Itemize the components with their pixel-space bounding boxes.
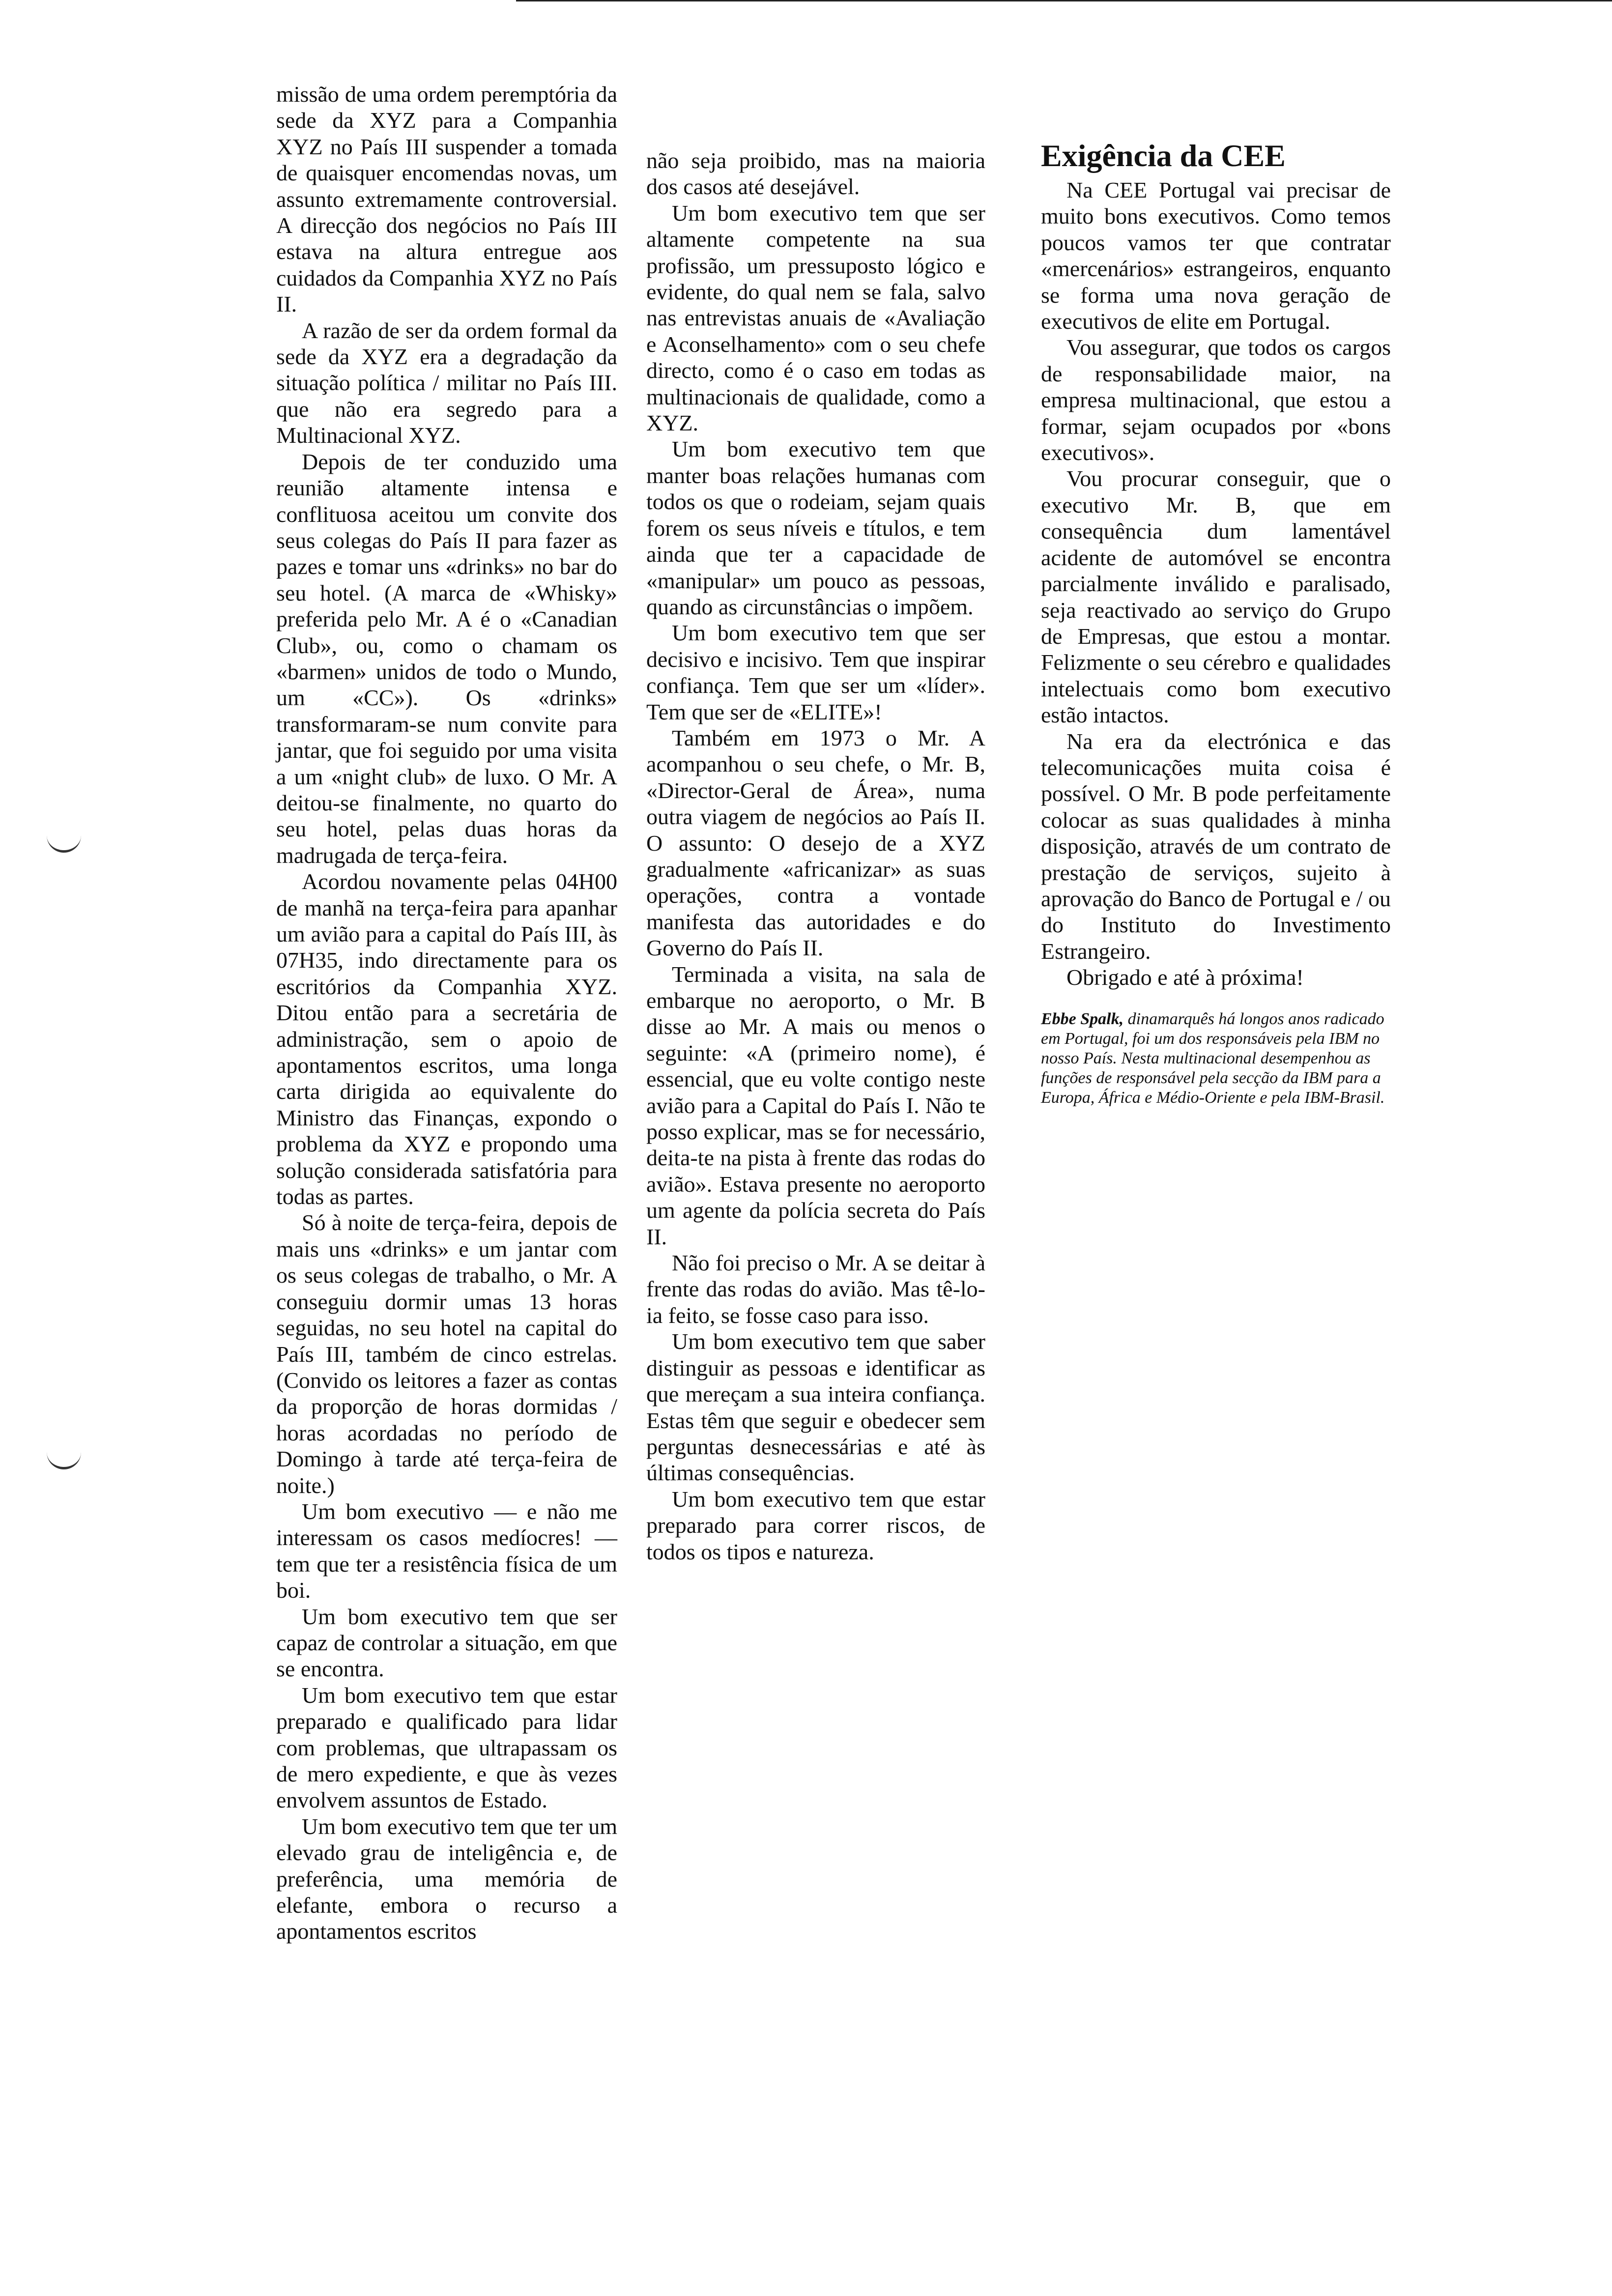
article-column-3	[1041, 139, 1391, 1108]
margin-scan-mark	[47, 1452, 81, 1469]
paragraph: Um bom executivo tem que saber distinguir as pessoas e identificar as que mereçam a sua inteira confiança. Estas têm que seguir e obedecer sem perguntas desnecessárias e até às últimas consequências.	[646, 1329, 985, 1486]
paragraph: Um bom executivo — e não me interessam os casos medíocres! — tem que ter a resistência física de um boi.	[276, 1498, 617, 1603]
paragraph: Obrigado e até à próxima!	[1066, 965, 1304, 990]
paragraph: Depois de ter conduzido uma reunião altamente intensa e conflituosa aceitou um convite dos seus colegas do País II para fazer as pazes e tomar uns «drinks» no bar do seu hotel. (A marca de «Whisky» preferida pelo Mr. A é o «Canadian Club», ou, como o chamam os «barmen» unidos de todo o Mundo, um «CC»). Os «drinks» transformaram-se num convite para jantar, que foi seguido por uma visita a um «night club» de luxo. O Mr. A deitou-se finalmente, no quarto do seu hotel, pelas duas horas da madrugada de terça-feira.	[276, 449, 617, 868]
paragraph: Na era da electrónica e das telecomunicações muita coisa é possível. O Mr. B pode perfeitamente colocar as suas qualidades à minha disposição, através de um contrato de prestação de serviços, sujeito à aprovação do Banco de Portugal e / ou do Instituto do Investimento Estrangeiro.	[1041, 728, 1391, 964]
paragraph: Não foi preciso o Mr. A se deitar à frente das rodas do avião. Mas tê-lo-ia feito, se fosse caso para isso.	[646, 1250, 985, 1328]
paragraph: Um bom executivo tem que ser altamente competente na sua profissão, um pressuposto lógico e evidente, do qual nem se fala, salvo nas entrevistas anuais de «Avaliação e Aconselhamento» com o seu chefe directo, como é o caso em todas as multinacionais de qualidade, como a XYZ.	[646, 200, 985, 436]
author-name: Ebbe Spalk,	[1041, 1009, 1124, 1028]
section-heading: Exigência da CEE	[1041, 138, 1286, 173]
article-column-2	[646, 147, 985, 1565]
author-bio-text: dinamarquês há longos anos radicado em Portugal, foi um dos responsáveis pela IBM no nosso País. Nesta multinacional desempenhou as funções de responsável pela secção da IBM para a Europa, África e Médio-Oriente e pela IBM-Brasil.	[1041, 1009, 1385, 1107]
paragraph: Também em 1973 o Mr. A acompanhou o seu chefe, o Mr. B, «Director-Geral de Área», numa outra viagem de negócios ao País II. O assunto: O desejo de a XYZ gradualmente «africanizar» as suas operações, contra a vontade manifesta das autoridades e do Governo do País II.	[646, 725, 985, 961]
paragraph: Só à noite de terça-feira, depois de mais uns «drinks» e um jantar com os seus colegas de trabalho, o Mr. A conseguiu dormir umas 13 horas seguidas, no seu hotel na capital do País III, também de cinco estrelas. (Convido os leitores a fazer as contas da proporção de horas dormidas / horas acordadas no período de Domingo à tarde até terça-feira de noite.)	[276, 1210, 617, 1498]
paragraph: Na CEE Portugal vai precisar de muito bons executivos. Como temos poucos vamos ter que contratar «mercenários» estrangeiros, enquanto se forma uma nova geração de executivos de elite em Portugal.	[1041, 177, 1391, 334]
paragraph: Terminada a visita, na sala de embarque no aeroporto, o Mr. B disse ao Mr. A mais ou menos o seguinte: «A (primeiro nome), é essencial, que eu volte contigo neste avião para a Capital do País I. Não te posso explicar, mas se for necessário, deita-te na pista à frente das rodas do avião». Estava presente no aeroporto um agente da polícia secreta do País II.	[646, 961, 985, 1249]
paragraph: Um bom executivo tem que ser capaz de controlar a situação, em que se encontra.	[276, 1604, 617, 1682]
paragraph: Vou assegurar, que todos os cargos de responsabilidade maior, na empresa multinacional, que estou a formar, sejam ocupados por «bons executivos».	[1041, 335, 1391, 465]
paragraph: Um bom executivo tem que estar preparado para correr riscos, de todos os tipos e natureza.	[646, 1486, 985, 1564]
paragraph: Vou procurar conseguir, que o executivo Mr. B, que em consequência dum lamentável acidente de automóvel se encontra parcialmente inválido e paralisado, seja reactivado ao serviço do Grupo de Empresas, que estou a montar. Felizmente o seu cérebro e qualidades intelectuais como bom executivo estão intactos.	[1041, 466, 1391, 728]
paragraph: Um bom executivo tem que ter um elevado grau de inteligência e, de preferência, uma memória de elefante, embora o recurso a apontamentos escritos	[276, 1813, 617, 1944]
paragraph: Acordou novamente pelas 04H00 de manhã na terça-feira para apanhar um avião para a capital do País III, às 07H35, indo directamente para os escritórios da Companhia XYZ. Ditou então para a secretária de administração, sem o apoio de apontamentos escritos, uma longa carta dirigida ao equivalente do Ministro das Finanças, expondo o problema da XYZ e propondo uma solução considerada satisfatória para todas as partes.	[276, 869, 617, 1209]
paragraph: missão de uma ordem peremptória da sede da XYZ para a Companhia XYZ no País III suspender a tomada de quaisquer encomendas novas, um assunto extremamente controversial. A direcção dos negócios no País III estava na altura entregue aos cuidados da Companhia XYZ no País II.	[276, 82, 617, 317]
margin-scan-mark	[47, 835, 81, 853]
paragraph: Um bom executivo tem que estar preparado e qualificado para lidar com problemas, que ultrapassam os de mero expediente, e que às vezes envolvem assuntos de Estado.	[276, 1682, 617, 1813]
paragraph: Um bom executivo tem que manter boas relações humanas com todos os que o rodeiam, sejam quais forem os seus níveis e títulos, e tem ainda que ter a capacidade de «manipular» um pouco as pessoas, quando as circunstâncias o impõem.	[646, 436, 985, 619]
article-column-1	[276, 81, 617, 1945]
paragraph: Um bom executivo tem que ser decisivo e incisivo. Tem que inspirar confiança. Tem que ser um «líder». Tem que ser de «ELITE»!	[646, 620, 985, 724]
paragraph: A razão de ser da ordem formal da sede da XYZ era a degradação da situação política / militar no País III. que não era segredo para a Multinacional XYZ.	[276, 317, 617, 448]
author-bio	[1041, 1009, 1391, 1108]
top-rule	[516, 0, 1612, 5]
paragraph: não seja proibido, mas na maioria dos casos até desejável.	[646, 148, 985, 200]
